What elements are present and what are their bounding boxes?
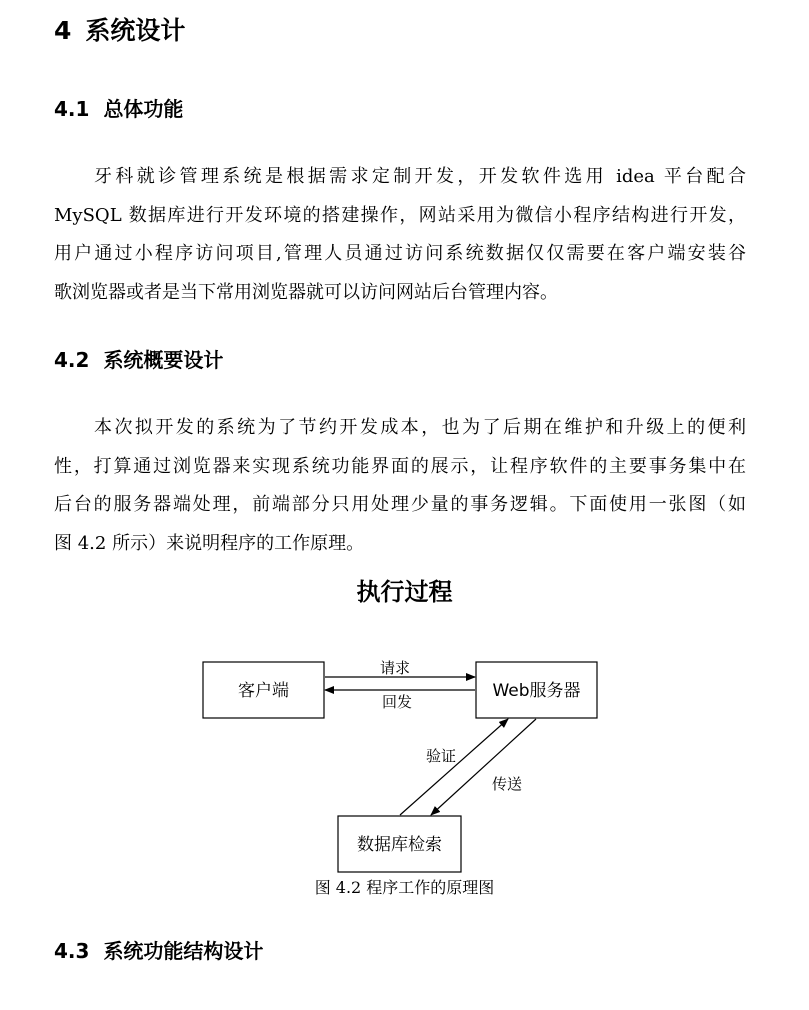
response-label: 回发 xyxy=(381,693,413,711)
paragraph-line: MySQL 数据库进行开发环境的搭建操作，网站采用为微信小程序结构进行开发， xyxy=(54,204,746,226)
verify-arrow xyxy=(400,719,508,815)
paragraph-line: 图 4.2 所示）来说明程序的工作原理。 xyxy=(54,532,365,554)
web-server-node xyxy=(476,662,597,718)
chapter-title: 系统设计 xyxy=(85,16,186,45)
paragraph-line: 后台的服务器端处理，前端部分只用处理少量的事务逻辑。下面使用一张图（如 xyxy=(54,494,746,515)
client-label: 客户端 xyxy=(238,681,289,701)
web-server-label: Web服务器 xyxy=(492,681,581,701)
paragraph-line: 用户通过小程序访问项目,管理人员通过访问系统数据仅仅需要在客户端安装谷 xyxy=(54,243,746,264)
section-4-3-heading xyxy=(54,936,263,966)
paragraph-line: 歌浏览器或者是当下常用浏览器就可以访问网站后台管理内容。 xyxy=(54,281,558,303)
paragraph-line: 本次拟开发的系统为了节约开发成本，也为了后期在维护和升级上的便利 xyxy=(94,417,746,438)
paragraph-line: 牙科就诊管理系统是根据需求定制开发，开发软件选用 idea 平台配合 xyxy=(94,166,746,187)
section-4-1-title: 总体功能 xyxy=(103,97,184,121)
section-4-2-title: 系统概要设计 xyxy=(103,348,224,372)
request-label: 请求 xyxy=(379,659,411,677)
verify-label: 验证 xyxy=(425,747,457,765)
figure-title: 执行过程 xyxy=(356,578,453,606)
section-4-3-title: 系统功能结构设计 xyxy=(103,939,264,963)
section-4-3-number: 4.3 xyxy=(54,939,90,963)
transfer-label: 传送 xyxy=(491,775,523,793)
database-node xyxy=(338,816,461,872)
section-4-2-number: 4.2 xyxy=(54,348,90,372)
paragraph-line: 性，打算通过浏览器来实现系统功能界面的展示，让程序软件的主要事务集中在 xyxy=(54,455,746,477)
section-4-1-number: 4.1 xyxy=(54,97,90,121)
transfer-arrow xyxy=(431,719,536,815)
figure-caption: 图 4.2 程序工作的原理图 xyxy=(314,878,495,897)
database-label: 数据库检索 xyxy=(357,835,442,855)
chapter-number: 4 xyxy=(54,16,72,45)
client-node xyxy=(203,662,324,718)
